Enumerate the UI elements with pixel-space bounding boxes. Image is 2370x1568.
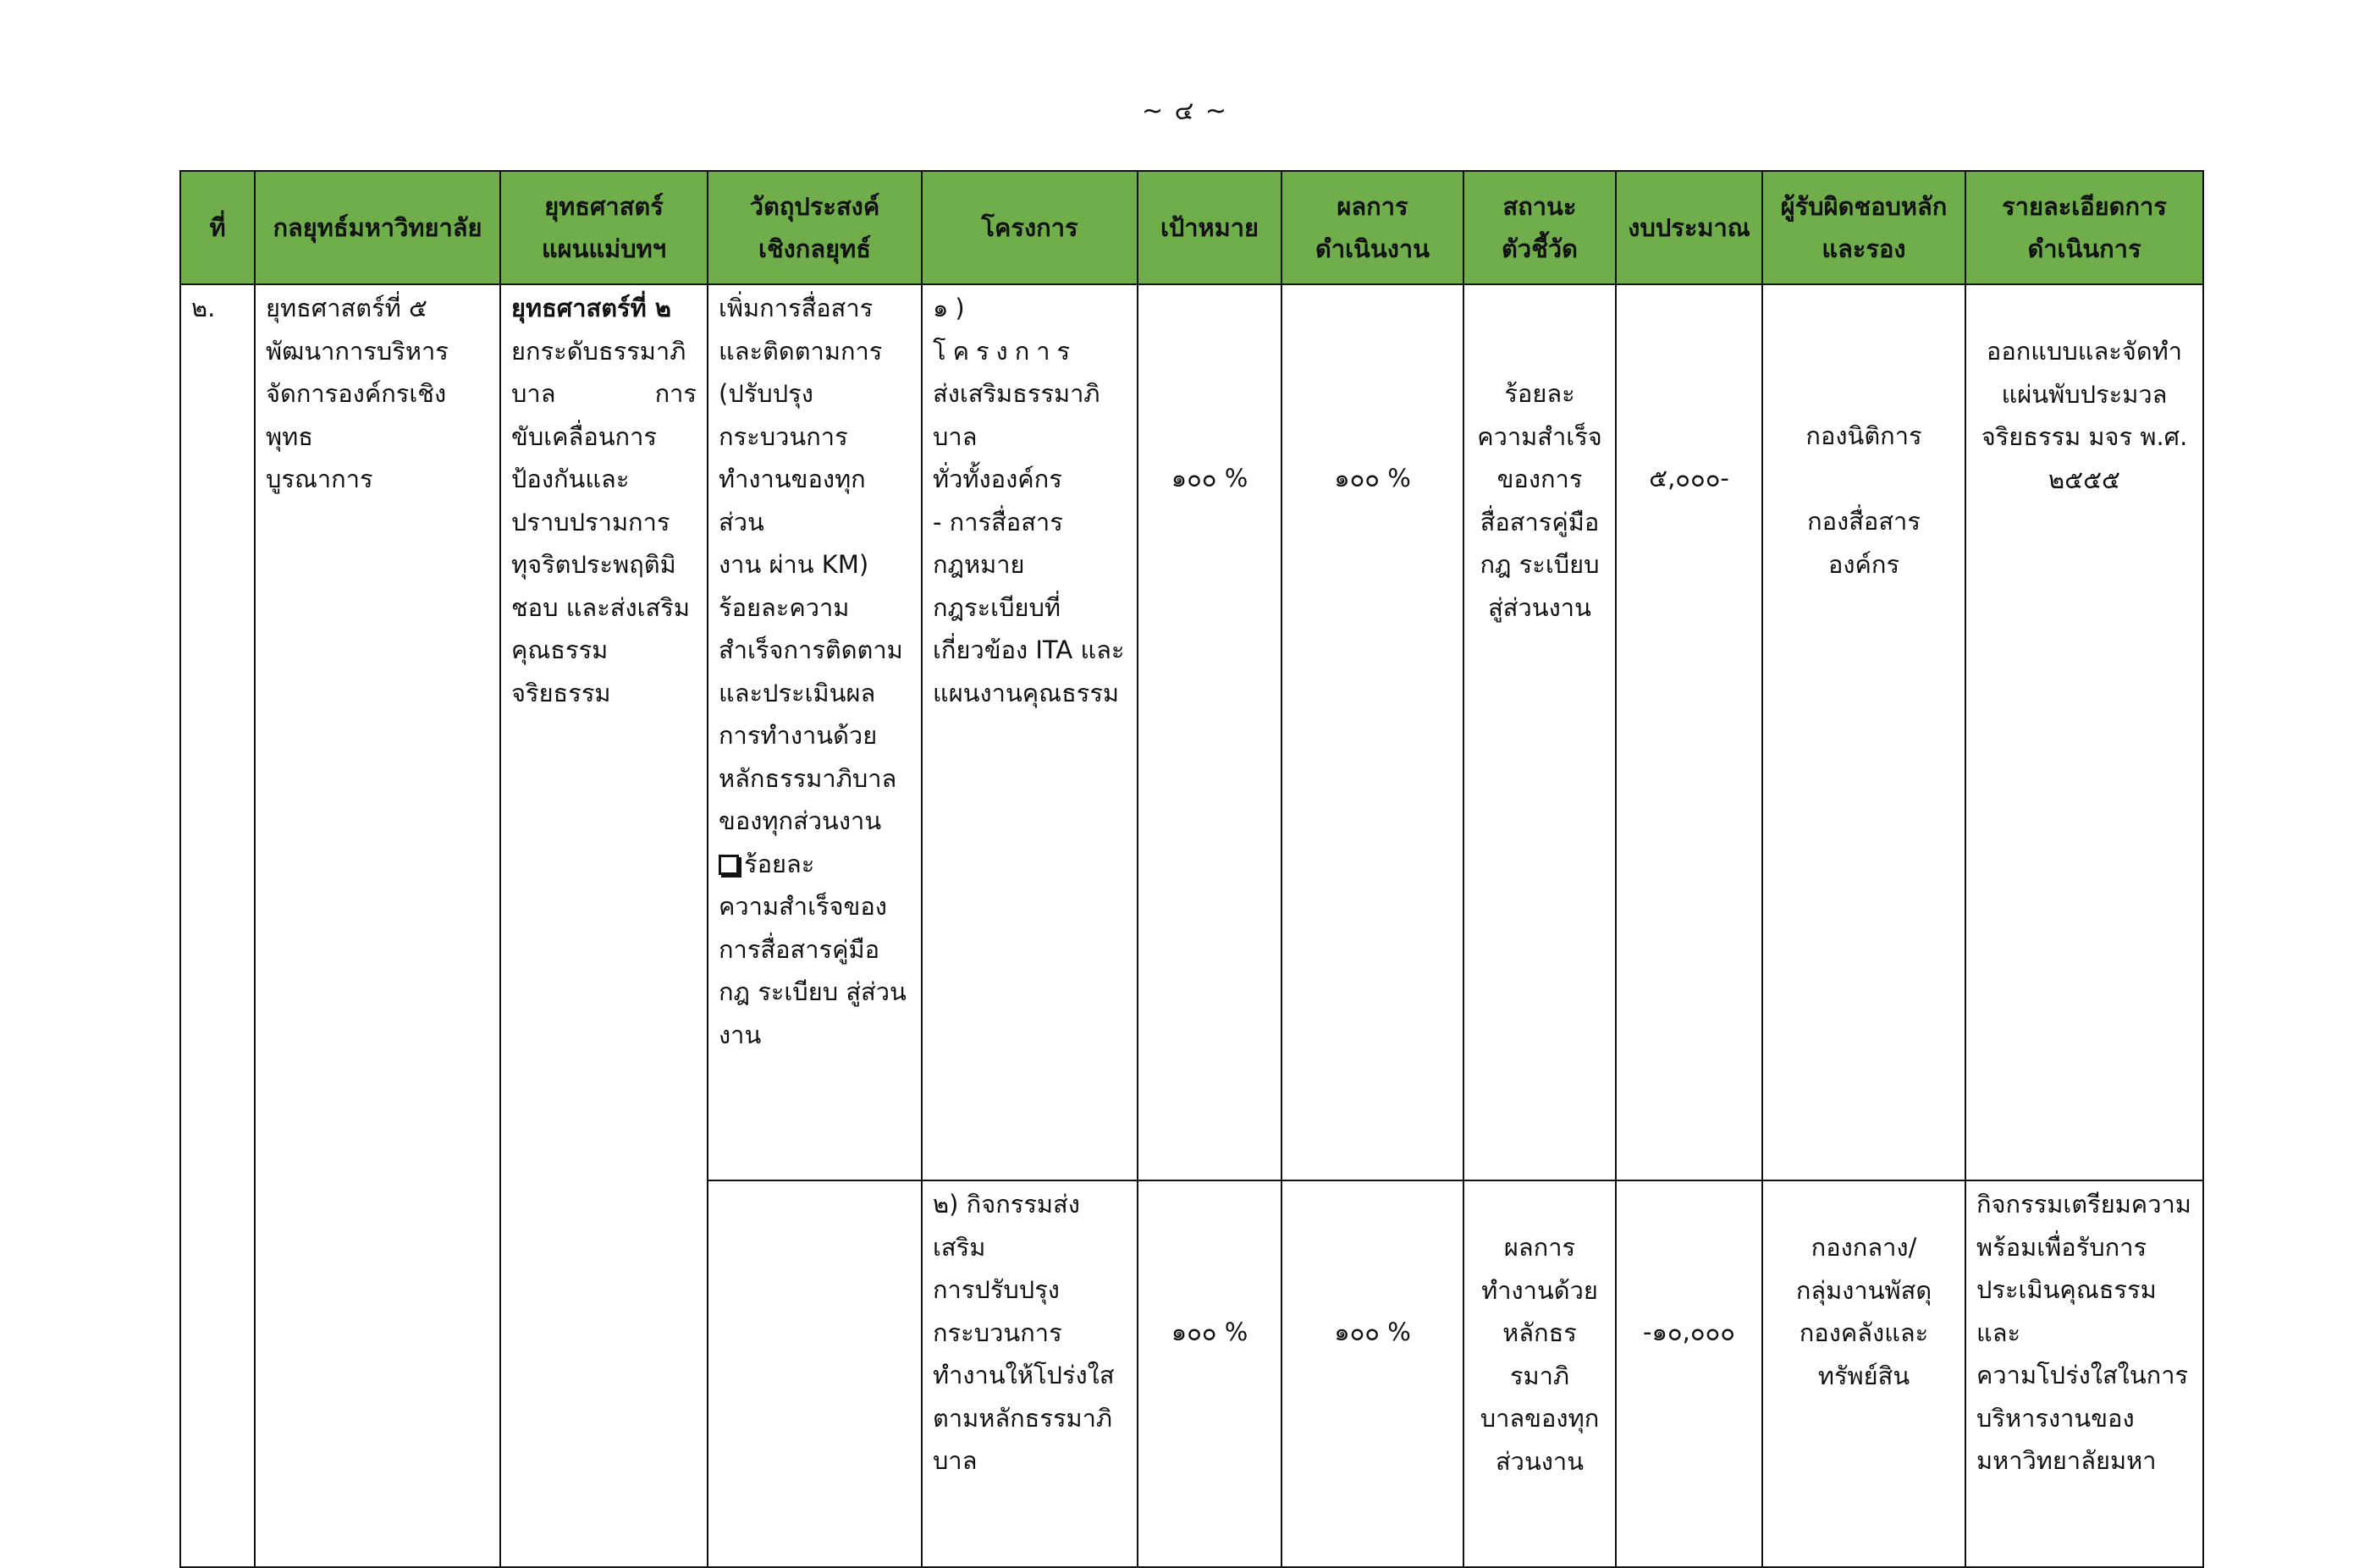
header-row: [180, 171, 2203, 284]
result-cell: ๑๐๐ %: [1281, 1180, 1463, 1567]
result-cell: ๑๐๐ %: [1281, 284, 1463, 1180]
project-cell: ๒) กิจกรรมส่งเสริม การปรับปรุง กระบวนการ ทำงานให้โปร่งใส ตามหลักธรรมาภิ บาล: [922, 1180, 1138, 1567]
status-cell: ร้อยละ ความสำเร็จ ของการ สื่อสารคู่มือ กฎ ระเบียบ สู่ส่วนงาน: [1463, 284, 1616, 1180]
header-no: ที่: [180, 171, 255, 284]
objective-cell-empty: [708, 1180, 922, 1567]
status-cell: ผลการ ทำงานด้วย หลักธรรมาภิ บาลของทุก ส่วนงาน: [1463, 1180, 1616, 1567]
target-cell: ๑๐๐ %: [1138, 284, 1281, 1180]
target-cell: ๑๐๐ %: [1138, 1180, 1281, 1567]
detail-cell: ออกแบบและจัดทำ แผ่นพับประมวล จริยธรรม มจร พ.ศ. ๒๕๕๕: [1965, 284, 2203, 1180]
header-objective: วัตถุประสงค์ เชิงกลยุทธ์: [708, 171, 922, 284]
header-detail: รายละเอียดการ ดำเนินการ: [1965, 171, 2203, 284]
page-number: ~ ๔ ~: [1141, 96, 1229, 126]
header-status: สถานะ ตัวชี้วัด: [1463, 171, 1616, 284]
table-row: [180, 284, 2203, 1180]
checkbox-icon: [719, 855, 739, 875]
header-master-strategy: ยุทธศาสตร์ แผนแม่บทฯ: [500, 171, 708, 284]
budget-cell: -๑๐,๐๐๐: [1616, 1180, 1762, 1567]
checkbox-line: ร้อยละ: [719, 843, 911, 886]
header-result: ผลการ ดำเนินงาน: [1281, 171, 1463, 284]
objective-cell: เพิ่มการสื่อสาร และติดตามการ (ปรับปรุง กระบวนการ ทำงานของทุกส่วน งาน ผ่าน KM) ร้อยละความ สำเร็จการติดตาม และประเมินผล การทำงานด้วย หลักธรรมาภิบาล ของทุกส่วนงาน ร้อยละ ความสำเร็จของ การสื่อสารคู่มือ กฎ ระเบียบ สู่ส่วน งาน: [708, 284, 922, 1180]
responsible-cell: กองกลาง/ กลุ่มงานพัสดุ กองคลังและ ทรัพย์สิน: [1762, 1180, 1965, 1567]
header-responsible: ผู้รับผิดชอบหลัก และรอง: [1762, 171, 1965, 284]
master-strategy-cell: ยุทธศาสตร์ที่ ๒ ยกระดับธรรมาภิ บาล การ ขับเคลื่อนการ ป้องกันและ ปราบปรามการ ทุจริตประพฤติมิ ชอบ และส่งเสริม คุณธรรม จริยธรรม: [500, 284, 708, 1567]
row-number: ๒.: [180, 284, 255, 1567]
detail-cell: กิจกรรมเตรียมความ พร้อมเพื่อรับการ ประเมินคุณธรรมและ ความโปร่งใสในการ บริหารงานของ มหาวิทยาลัยมหา: [1965, 1180, 2203, 1567]
strategy-plan-table: [179, 170, 2204, 1568]
header-target: เป้าหมาย: [1138, 171, 1281, 284]
university-strategy-cell: ยุทธศาสตร์ที่ ๕ พัฒนาการบริหาร จัดการองค์กรเชิงพุทธ บูรณาการ: [255, 284, 500, 1567]
responsible-cell: กองนิติการ กองสื่อสารองค์กร: [1762, 284, 1965, 1180]
header-university-strategy: กลยุทธ์มหาวิทยาลัย: [255, 171, 500, 284]
budget-cell: ๕,๐๐๐-: [1616, 284, 1762, 1180]
project-cell: ๑) โครงการ ส่งเสริมธรรมาภิบาล ทั่วทั้งองค์กร - การสื่อสาร กฎหมาย กฎระเบียบที่ เกี่ยวข้อง ITA และ แผนงานคุณธรรม: [922, 284, 1138, 1180]
header-budget: งบประมาณ: [1616, 171, 1762, 284]
header-project: โครงการ: [922, 171, 1138, 284]
